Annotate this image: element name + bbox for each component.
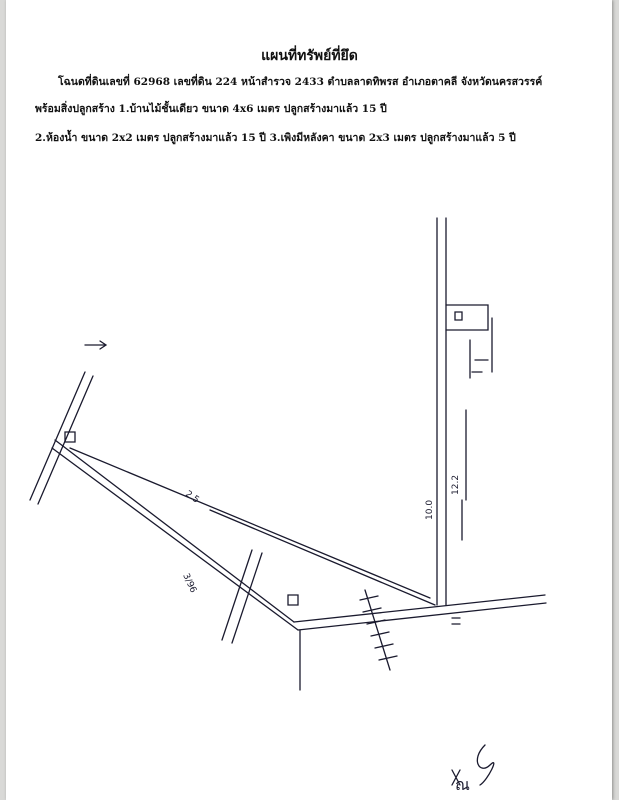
road-top-left-edge-1	[30, 372, 85, 500]
north-arrow	[85, 341, 106, 349]
structure-info-line-2: 2.ห้องน้ำ ขนาด 2x2 เมตร ปลูกสร้างมาแล้ว 15 ปี 3.เพิงมีหลังคา ขนาด 2x3 เมตร ปลูกสร้างมาแล้ว 5 ปี	[35, 132, 516, 144]
boundary-line-2	[210, 510, 435, 605]
dist-label-c: 2.5	[183, 489, 201, 506]
signature-label: ณ	[455, 775, 470, 794]
road-horizontal-bottom-edge	[298, 603, 546, 630]
structure-info-line-1: พร้อมสิ่งปลูกสร้าง 1.บ้านไม้ชั้นเดียว ขนาด 4x6 เมตร ปลูกสร้างมาแล้ว 15 ปี	[35, 103, 387, 115]
boundary-line-1	[70, 448, 430, 598]
property-box	[446, 305, 488, 330]
dist-label-b: 10.0	[425, 499, 435, 520]
dist-label-a: 12.2	[451, 474, 461, 495]
deed-info-line: โฉนดที่ดินเลขที่ 62968 เลขที่ดิน 224 หน้าสำรวจ 2433 ตำบลลาดทิพรส อำเภอตาคลี จังหวัดนครสวรรค์	[58, 76, 543, 88]
document-title: แผนที่ทรัพย์ที่ยึด	[261, 48, 358, 64]
landmark-square	[288, 595, 298, 605]
signature-mark	[477, 745, 493, 785]
road-diagonal-bottom-edge	[52, 448, 298, 630]
property-marker	[455, 312, 462, 320]
plot-number-label: 3/96	[180, 572, 198, 595]
